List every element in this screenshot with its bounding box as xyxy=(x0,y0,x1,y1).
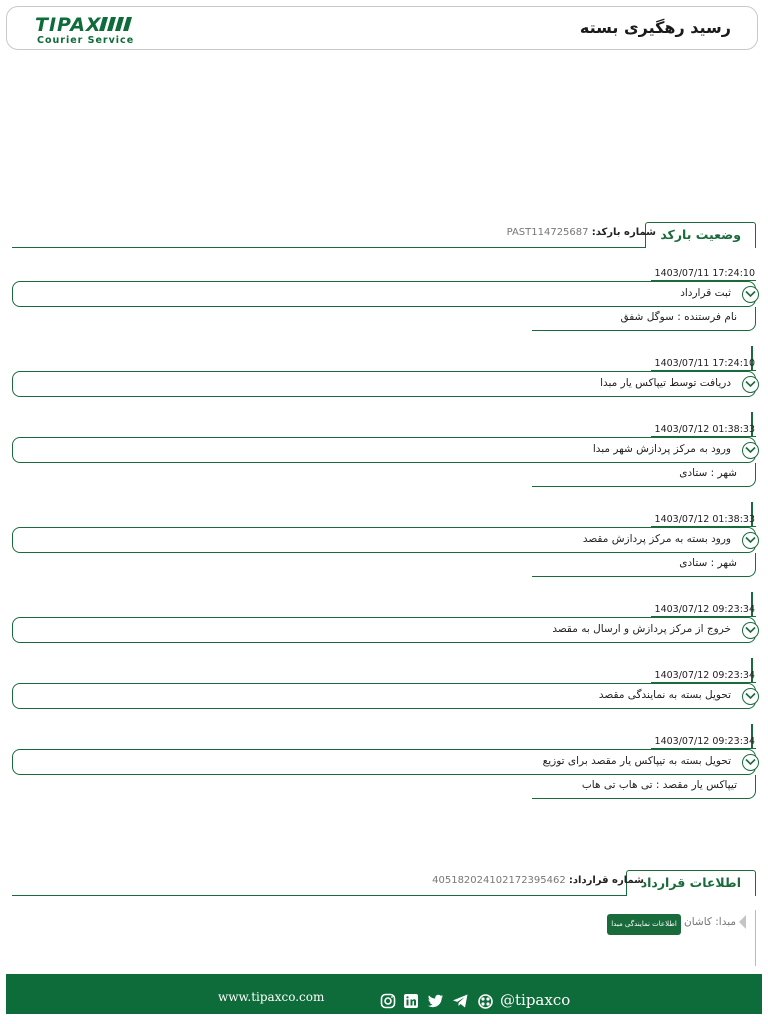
instagram-icon[interactable] xyxy=(380,993,398,1011)
tab-contract-info[interactable]: اطلاعات قرارداد xyxy=(626,870,756,896)
social-handle[interactable]: @tipaxco xyxy=(500,991,571,1009)
tipax-logo[interactable] xyxy=(35,14,135,46)
linkedin-icon[interactable] xyxy=(403,993,421,1011)
timeline-item-title: دریافت توسط تیپاکس یار مبدا xyxy=(600,377,731,389)
timeline-item-title: ورود بسته به مرکز پردازش مقصد xyxy=(582,533,731,545)
timeline-item-title: ورود به مرکز پردازش شهر مبدا xyxy=(592,443,731,455)
timeline-date: 1403/07/12 09:23:34 xyxy=(654,670,755,681)
chevron-down-icon[interactable] xyxy=(742,532,759,549)
barcode-number xyxy=(507,227,656,238)
timeline-item[interactable] xyxy=(12,683,756,709)
timeline-date: 1403/07/11 17:24:10 xyxy=(654,358,755,369)
website-link[interactable]: www.tipaxco.com xyxy=(218,990,325,1004)
origin-agency-info-button[interactable]: اطلاعات نمایندگی مبدا xyxy=(607,914,681,935)
chevron-down-icon[interactable] xyxy=(742,442,759,459)
timeline-date: 1403/07/12 01:38:33 xyxy=(654,424,755,435)
timeline-item[interactable] xyxy=(12,527,756,553)
twitter-icon[interactable] xyxy=(427,993,445,1011)
timeline-item[interactable] xyxy=(12,749,756,775)
barcode-value: PAST114725687 xyxy=(506,227,589,238)
contract-value: 405182024102172395462 xyxy=(432,875,566,886)
origin-city xyxy=(684,916,736,928)
chevron-down-icon[interactable] xyxy=(742,688,759,705)
timeline-item-title: ثبت قرارداد xyxy=(680,287,731,299)
timeline-item[interactable] xyxy=(12,617,756,643)
contract-info-section xyxy=(12,870,756,896)
timeline-item-title: تحویل بسته به تیپاکس یار مقصد برای توزیع xyxy=(542,755,731,767)
chevron-down-icon[interactable] xyxy=(742,376,759,393)
logo-stripes-icon xyxy=(99,17,135,31)
aparat-icon[interactable] xyxy=(477,993,495,1011)
contract-number xyxy=(432,875,644,886)
barcode-label: شماره بارکد: xyxy=(591,227,656,238)
page-footer xyxy=(6,974,762,1014)
timeline-item-detail xyxy=(532,463,756,487)
timeline-date: 1403/07/12 09:23:34 xyxy=(654,736,755,747)
timeline-detail-text: نام فرستنده : سوگل شفق xyxy=(620,311,737,323)
chevron-left-icon[interactable] xyxy=(738,915,747,929)
tab-barcode-status[interactable]: وضعیت بارکد xyxy=(645,222,756,248)
chevron-down-icon[interactable] xyxy=(742,622,759,639)
timeline-item[interactable] xyxy=(12,371,756,397)
timeline-item-detail xyxy=(532,553,756,577)
logo-wordmark: TIPAX xyxy=(35,14,102,36)
timeline-item[interactable] xyxy=(12,281,756,307)
timeline-detail-text: شهر : ستادی xyxy=(679,467,737,479)
chevron-down-icon[interactable] xyxy=(742,286,759,303)
timeline-item-title: تحویل بسته به نمایندگی مقصد xyxy=(598,689,731,701)
origin-label: مبدا: xyxy=(715,916,736,928)
timeline-date: 1403/07/12 01:38:33 xyxy=(654,514,755,525)
telegram-icon[interactable] xyxy=(452,993,470,1011)
chevron-down-icon[interactable] xyxy=(742,754,759,771)
logo-subtitle: Courier Service xyxy=(37,35,135,46)
barcode-status-section xyxy=(12,222,756,248)
timeline-item-title: خروج از مرکز پردازش و ارسال به مقصد xyxy=(552,623,731,635)
timeline-detail-text: تیپاکس یار مقصد : تی هاب تی هاب xyxy=(581,779,737,791)
contract-label: شماره قرارداد: xyxy=(568,875,644,886)
timeline-item-detail xyxy=(532,307,756,331)
timeline-date: 1403/07/12 09:23:34 xyxy=(654,604,755,615)
timeline-detail-text: شهر : ستادی xyxy=(679,557,737,569)
page-header xyxy=(6,6,758,50)
origin-value: کاشان xyxy=(683,916,712,928)
timeline-date: 1403/07/11 17:24:10 xyxy=(654,268,755,279)
timeline-item-detail xyxy=(532,775,756,799)
origin-divider xyxy=(755,910,756,966)
timeline-item[interactable] xyxy=(12,437,756,463)
page-title: رسید رهگیری بسته xyxy=(579,18,731,37)
